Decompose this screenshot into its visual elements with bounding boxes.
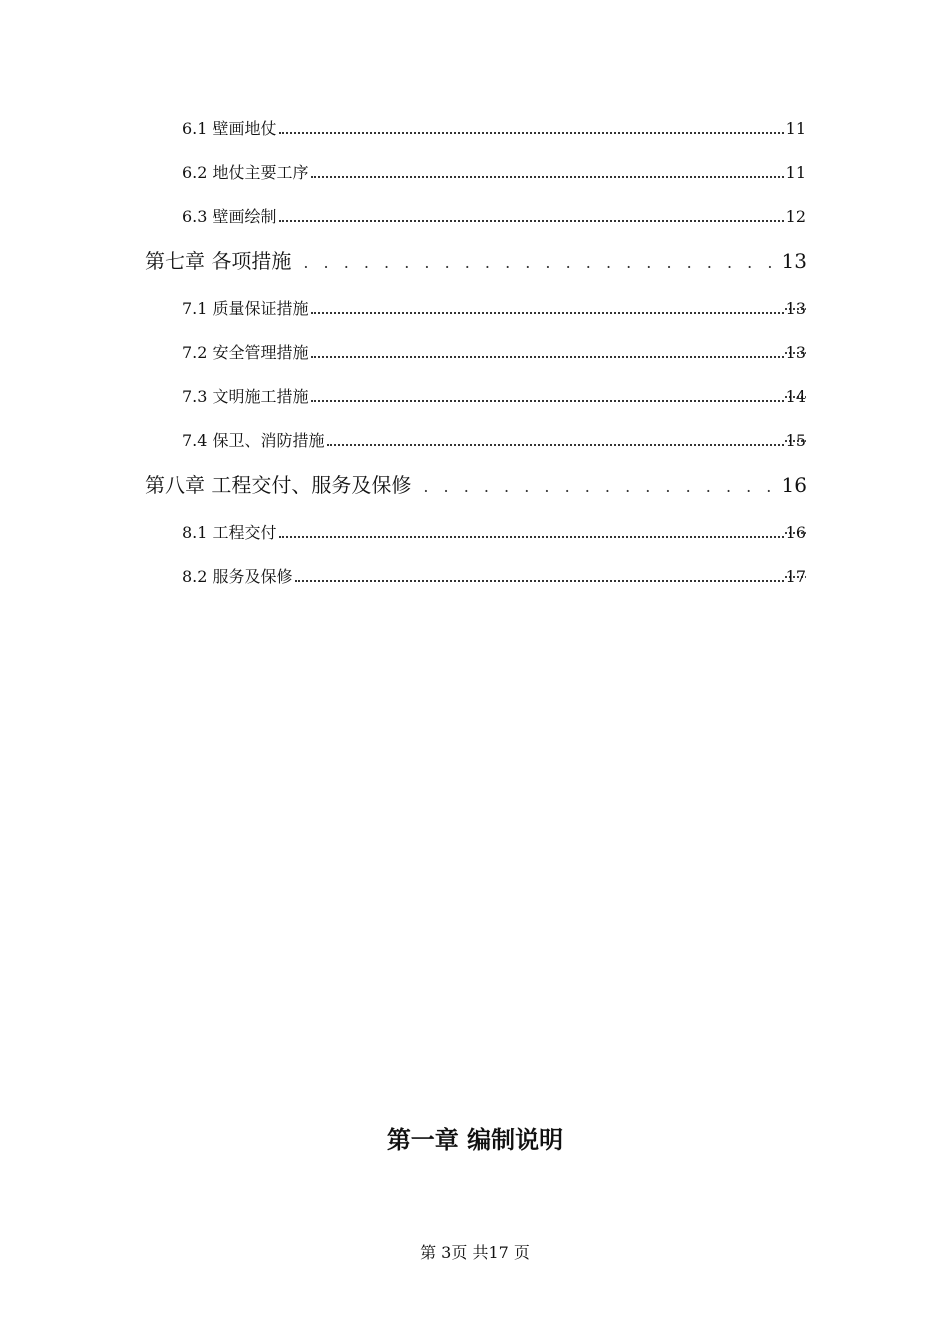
dot-leader xyxy=(279,219,784,222)
toc-entry-page: 11 xyxy=(785,163,806,182)
toc-entry-page: 17 xyxy=(785,567,806,586)
dot-leader xyxy=(311,399,784,402)
toc-entry-label: 8.1 工程交付 xyxy=(182,523,277,542)
toc-entry-7-3[interactable] xyxy=(182,384,806,407)
toc-entry-label: 6.3 壁画绘制 xyxy=(182,207,277,226)
dot-leader xyxy=(279,535,784,538)
toc-entry-page: 16 xyxy=(785,523,806,542)
toc-entry-page: 13 xyxy=(785,299,806,318)
dot-leader xyxy=(279,131,784,134)
dot-leader xyxy=(311,355,784,358)
toc-entry-page: 16 xyxy=(781,473,807,497)
toc-entry-7-4[interactable] xyxy=(182,428,806,451)
toc-entry-label: 第八章 工程交付、服务及保修 xyxy=(145,473,412,497)
toc-entry-page: 11 xyxy=(785,119,806,138)
toc-chapter-8[interactable] xyxy=(145,469,807,498)
dot-leader xyxy=(293,253,779,272)
toc-entry-6-2[interactable] xyxy=(182,160,806,183)
dot-leader xyxy=(413,477,779,496)
dot-leader xyxy=(327,443,784,446)
toc-entry-label: 第七章 各项措施 xyxy=(145,249,292,273)
toc-entry-page: 12 xyxy=(785,207,806,226)
toc-entry-label: 6.1 壁画地仗 xyxy=(182,119,277,138)
dot-leader xyxy=(311,311,784,314)
toc-entry-8-1[interactable] xyxy=(182,520,806,543)
toc-entry-6-1[interactable] xyxy=(182,116,806,139)
toc-entry-7-1[interactable] xyxy=(182,296,806,319)
toc-entry-page: 14 xyxy=(785,387,806,406)
toc-entry-6-3[interactable] xyxy=(182,204,806,227)
toc-entry-label: 7.2 安全管理措施 xyxy=(182,343,309,362)
toc-entry-page: 15 xyxy=(785,431,806,450)
toc-entry-8-2[interactable] xyxy=(182,564,806,587)
chapter-heading: 第一章 编制说明 xyxy=(386,1126,564,1154)
toc-entry-label: 6.2 地仗主要工序 xyxy=(182,163,309,182)
dot-leader xyxy=(311,175,784,178)
toc-entry-label: 7.3 文明施工措施 xyxy=(182,387,309,406)
toc-entry-page: 13 xyxy=(781,249,807,273)
toc-entry-label: 7.4 保卫、消防措施 xyxy=(182,431,325,450)
toc-entry-7-2[interactable] xyxy=(182,340,806,363)
dot-leader xyxy=(295,579,784,582)
toc-chapter-7[interactable] xyxy=(145,245,807,274)
page-footer: 第 3页 共17 页 xyxy=(420,1243,530,1262)
toc-entry-label: 8.2 服务及保修 xyxy=(182,567,293,586)
toc-entry-page: 13 xyxy=(785,343,806,362)
toc-entry-label: 7.1 质量保证措施 xyxy=(182,299,309,318)
